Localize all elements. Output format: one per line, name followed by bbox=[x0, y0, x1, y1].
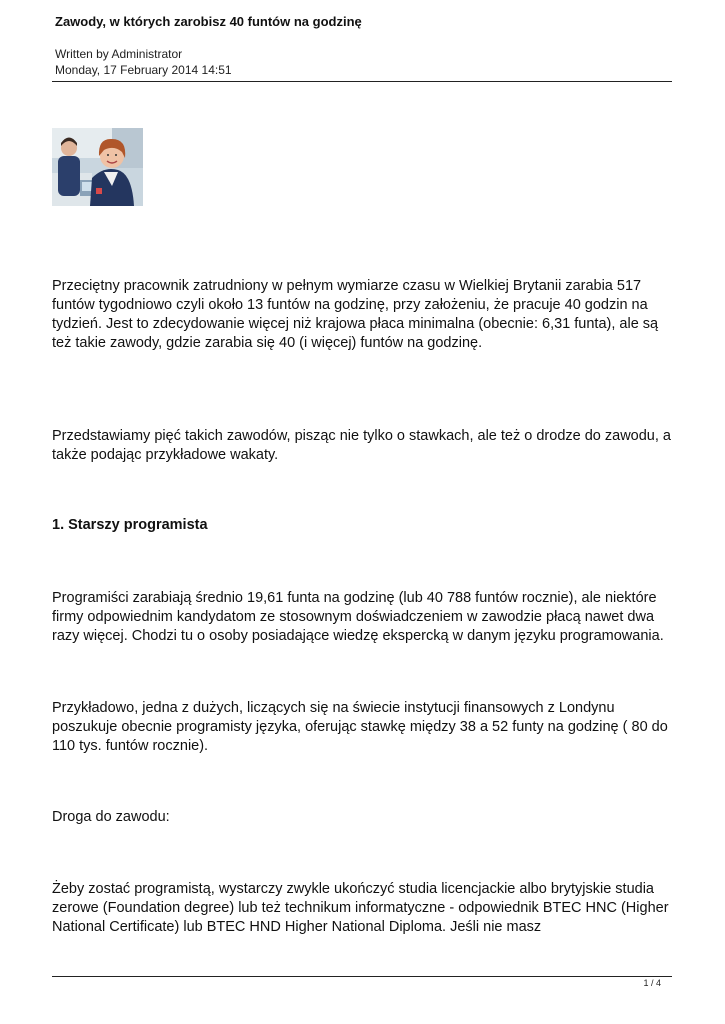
section-heading: 1. Starszy programista bbox=[52, 517, 208, 533]
article-meta bbox=[55, 46, 232, 78]
author-line: Written by Administrator bbox=[55, 47, 183, 61]
paragraph: Przykładowo, jedna z dużych, liczących się na świecie instytucji finansowych z Londynu poszukuje obecnie programisty języka, oferując stawkę między 38 a 52 funty na godzinę ( 80 do 110 tys. funtów rocznie). bbox=[52, 700, 668, 754]
article-title: Zawody, w których zarobisz 40 funtów na godzinę bbox=[55, 14, 362, 29]
header-divider bbox=[52, 81, 672, 82]
paragraph: Przeciętny pracownik zatrudniony w pełnym wymiarze czasu w Wielkiej Brytanii zarabia 517 funtów tygodniowo czyli około 13 funtów na godzinę, przy założeniu, że pracuje 40 godzin na tydzień. Jest to zdecydowanie więcej niż krajowa płaca minimalna (obecnie: 6,31 funta), ale są też takie zawody, gdzie zarabia się 40 (i więcej) funtów na godzinę. bbox=[52, 278, 659, 351]
paragraph: Droga do zawodu: bbox=[52, 809, 170, 825]
paragraph: Przedstawiamy pięć takich zawodów, pisząc nie tylko o stawkach, ale też o drodze do zawodu, a także podając przykładowe wakaty. bbox=[52, 428, 671, 463]
date-line: Monday, 17 February 2014 14:51 bbox=[55, 63, 232, 77]
page-number: 1 / 4 bbox=[643, 978, 661, 988]
paragraph: Żeby zostać programistą, wystarczy zwykle ukończyć studia licencjackie albo brytyjskie studia zerowe (Foundation degree) lub też technikum informatyczne - odpowiednik BTEC HNC (Higher National Certificate) lub BTEC HND Higher National Diploma. Jeśli nie masz bbox=[52, 881, 669, 935]
paragraph: Programiści zarabiają średnio 19,61 funta na godzinę (lub 40 788 funtów rocznie), ale niektóre firmy odpowiednim kandydatom ze stosownym doświadczeniem w zawodzie płacą nawet dwa razy więcej. Chodzi tu o osoby posiadające wiedzę ekspercką w danym języku programowania. bbox=[52, 590, 664, 644]
article-photo bbox=[52, 128, 143, 206]
footer-divider bbox=[52, 976, 672, 977]
